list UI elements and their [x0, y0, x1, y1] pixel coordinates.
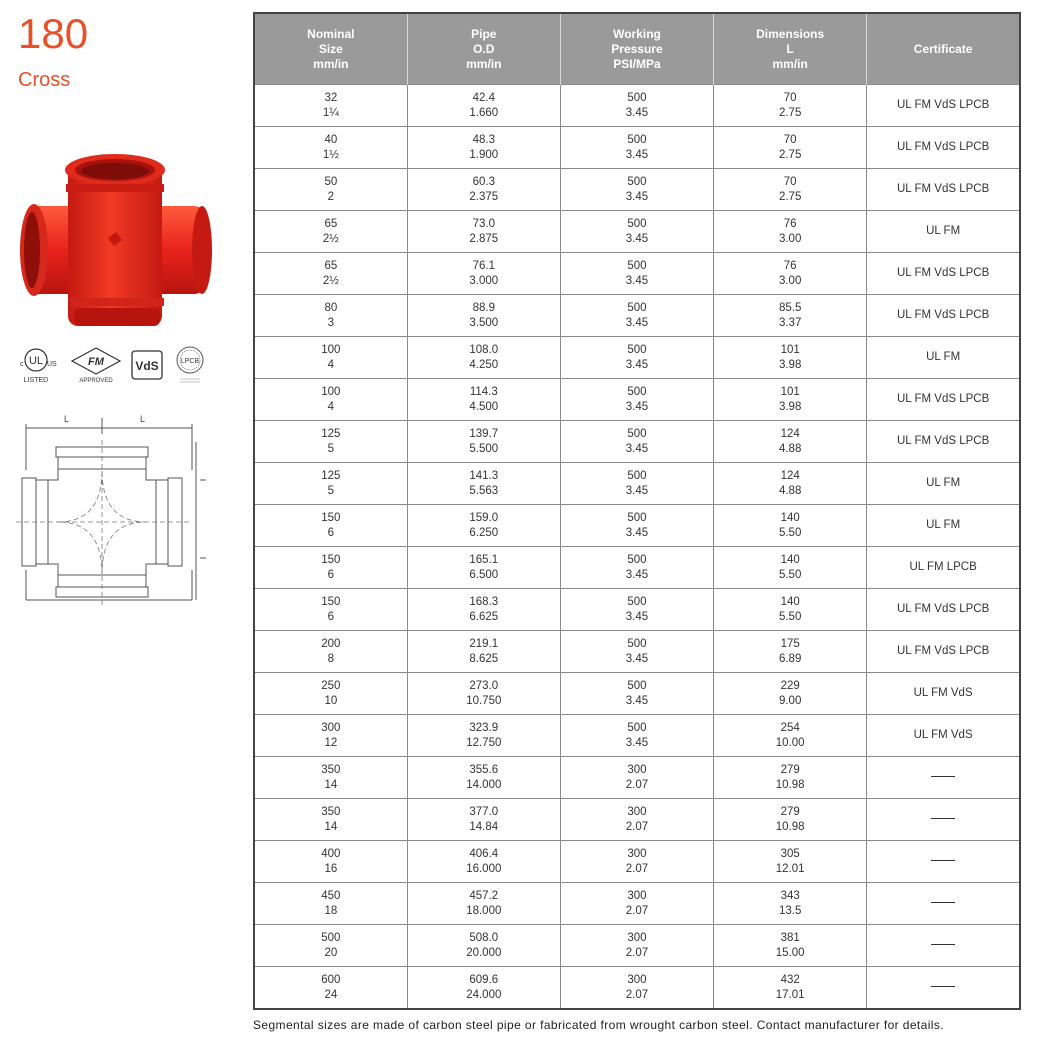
cell-working-pressure: 500 3.45	[560, 337, 713, 379]
cell-dimension-l: 305 12.01	[714, 841, 867, 883]
table-row	[254, 715, 1020, 757]
cell-nominal-size: 250 10	[254, 673, 407, 715]
cell-working-pressure: 500 3.45	[560, 715, 713, 757]
cell-nominal-size: 32 1¼	[254, 85, 407, 127]
cell-dimension-l: 140 5.50	[714, 547, 867, 589]
cell-nominal-size: 80 3	[254, 295, 407, 337]
cell-certificate: UL FM	[867, 505, 1020, 547]
cell-nominal-size: 50 2	[254, 169, 407, 211]
cell-dimension-l: 124 4.88	[714, 463, 867, 505]
svg-text:APPROVED: APPROVED	[79, 378, 113, 384]
not-certified-dash	[931, 860, 955, 861]
cell-certificate: UL FM	[867, 463, 1020, 505]
cell-dimension-l: 76 3.00	[714, 211, 867, 253]
specification-table	[253, 12, 1021, 1010]
cell-dimension-l: 279 10.98	[714, 757, 867, 799]
cell-pipe-od: 355.6 14.000	[407, 757, 560, 799]
cell-dimension-l: 254 10.00	[714, 715, 867, 757]
cell-certificate: UL FM VdS LPCB	[867, 127, 1020, 169]
fm-approved-icon	[72, 348, 120, 384]
cross-dimension-drawing	[16, 410, 220, 610]
cell-working-pressure: 500 3.45	[560, 127, 713, 169]
table-row	[254, 589, 1020, 631]
cell-pipe-od: 377.0 14.84	[407, 799, 560, 841]
cell-nominal-size: 65 2½	[254, 253, 407, 295]
cell-working-pressure: 500 3.45	[560, 253, 713, 295]
cell-working-pressure: 300 2.07	[560, 967, 713, 1010]
cell-certificate: UL FM VdS LPCB	[867, 421, 1020, 463]
cell-pipe-od: 273.0 10.750	[407, 673, 560, 715]
cell-nominal-size: 100 4	[254, 379, 407, 421]
cell-working-pressure: 300 2.07	[560, 757, 713, 799]
cell-pipe-od: 323.9 12.750	[407, 715, 560, 757]
table-header-row	[254, 13, 1020, 85]
cell-nominal-size: 150 6	[254, 589, 407, 631]
cell-nominal-size: 300 12	[254, 715, 407, 757]
cell-dimension-l: 175 6.89	[714, 631, 867, 673]
cell-pipe-od: 139.7 5.500	[407, 421, 560, 463]
cell-nominal-size: 65 2½	[254, 211, 407, 253]
cell-working-pressure: 500 3.45	[560, 547, 713, 589]
cell-certificate: UL FM VdS LPCB	[867, 169, 1020, 211]
svg-text:L: L	[64, 414, 70, 424]
cell-dimension-l: 70 2.75	[714, 85, 867, 127]
ul-listed-icon	[20, 349, 57, 384]
product-name: Cross	[18, 69, 71, 91]
cell-pipe-od: 609.6 24.000	[407, 967, 560, 1010]
cell-working-pressure: 500 3.45	[560, 589, 713, 631]
cell-pipe-od: 60.3 2.375	[407, 169, 560, 211]
cell-working-pressure: 300 2.07	[560, 925, 713, 967]
cell-certificate: UL FM	[867, 337, 1020, 379]
header-certificate: Certificate	[867, 13, 1020, 85]
cell-pipe-od: 159.0 6.250	[407, 505, 560, 547]
certification-logos	[16, 344, 216, 390]
cell-nominal-size: 125 5	[254, 421, 407, 463]
cell-pipe-od: 73.0 2.875	[407, 211, 560, 253]
not-certified-dash	[931, 818, 955, 819]
svg-text:LISTED: LISTED	[23, 377, 49, 384]
cell-pipe-od: 219.1 8.625	[407, 631, 560, 673]
header-working-pressure: Working Pressure PSI/MPa	[560, 13, 713, 85]
cell-working-pressure: 300 2.07	[560, 799, 713, 841]
table-row	[254, 337, 1020, 379]
cell-pipe-od: 114.3 4.500	[407, 379, 560, 421]
cell-dimension-l: 124 4.88	[714, 421, 867, 463]
cell-dimension-l: 101 3.98	[714, 379, 867, 421]
cell-certificate: UL FM LPCB	[867, 547, 1020, 589]
table-row	[254, 379, 1020, 421]
cell-working-pressure: 300 2.07	[560, 883, 713, 925]
cell-certificate: UL FM VdS LPCB	[867, 295, 1020, 337]
table-row	[254, 547, 1020, 589]
cell-working-pressure: 500 3.45	[560, 169, 713, 211]
table-row	[254, 85, 1020, 127]
cell-certificate: UL FM VdS LPCB	[867, 253, 1020, 295]
cell-certificate	[867, 841, 1020, 883]
cell-pipe-od: 42.4 1.660	[407, 85, 560, 127]
cell-pipe-od: 141.3 5.563	[407, 463, 560, 505]
table-row	[254, 505, 1020, 547]
table-row	[254, 799, 1020, 841]
table-row	[254, 463, 1020, 505]
cell-certificate	[867, 799, 1020, 841]
table-row	[254, 421, 1020, 463]
cell-working-pressure: 500 3.45	[560, 505, 713, 547]
cell-pipe-od: 168.3 6.625	[407, 589, 560, 631]
footnote: Segmental sizes are made of carbon steel pipe or fabricated from wrought carbon steel. Contact manufacturer for details.	[253, 1018, 944, 1032]
cell-working-pressure: 500 3.45	[560, 631, 713, 673]
cell-certificate: UL FM VdS	[867, 673, 1020, 715]
table-row	[254, 757, 1020, 799]
cell-working-pressure: 500 3.45	[560, 379, 713, 421]
table-row	[254, 967, 1020, 1010]
table-row	[254, 841, 1020, 883]
not-certified-dash	[931, 776, 955, 777]
cell-dimension-l: 140 5.50	[714, 589, 867, 631]
cell-certificate: UL FM VdS	[867, 715, 1020, 757]
cell-certificate	[867, 967, 1020, 1010]
cell-nominal-size: 150 6	[254, 505, 407, 547]
cell-nominal-size: 600 24	[254, 967, 407, 1010]
lpcb-icon	[177, 347, 203, 382]
not-certified-dash	[931, 944, 955, 945]
cell-dimension-l: 70 2.75	[714, 127, 867, 169]
not-certified-dash	[931, 986, 955, 987]
cell-certificate: UL FM VdS LPCB	[867, 85, 1020, 127]
table-row	[254, 673, 1020, 715]
svg-text:UL: UL	[28, 355, 44, 367]
cross-fitting-photo	[18, 148, 216, 338]
cell-nominal-size: 40 1½	[254, 127, 407, 169]
header-pipe-od: Pipe O.D mm/in	[407, 13, 560, 85]
cell-dimension-l: 140 5.50	[714, 505, 867, 547]
cell-pipe-od: 165.1 6.500	[407, 547, 560, 589]
cell-pipe-od: 508.0 20.000	[407, 925, 560, 967]
cell-dimension-l: 85.5 3.37	[714, 295, 867, 337]
vds-icon	[132, 351, 162, 379]
cell-nominal-size: 350 14	[254, 799, 407, 841]
cell-nominal-size: 500 20	[254, 925, 407, 967]
cell-working-pressure: 500 3.45	[560, 463, 713, 505]
svg-text:VdS: VdS	[135, 359, 159, 373]
svg-text:LPCB: LPCB	[180, 358, 200, 365]
cell-working-pressure: 500 3.45	[560, 673, 713, 715]
svg-text:c: c	[20, 361, 24, 368]
cell-nominal-size: 100 4	[254, 337, 407, 379]
cell-dimension-l: 76 3.00	[714, 253, 867, 295]
cell-working-pressure: 500 3.45	[560, 85, 713, 127]
cell-dimension-l: 432 17.01	[714, 967, 867, 1010]
cell-certificate: UL FM VdS LPCB	[867, 631, 1020, 673]
header-dimensions: Dimensions L mm/in	[714, 13, 867, 85]
table-row	[254, 925, 1020, 967]
cell-nominal-size: 450 18	[254, 883, 407, 925]
cell-dimension-l: 229 9.00	[714, 673, 867, 715]
cell-working-pressure: 500 3.45	[560, 421, 713, 463]
cell-pipe-od: 108.0 4.250	[407, 337, 560, 379]
svg-text:US: US	[47, 361, 57, 368]
cell-certificate	[867, 883, 1020, 925]
cell-pipe-od: 76.1 3.000	[407, 253, 560, 295]
cell-certificate: UL FM	[867, 211, 1020, 253]
cell-certificate	[867, 925, 1020, 967]
table-row	[254, 883, 1020, 925]
cell-working-pressure: 500 3.45	[560, 211, 713, 253]
cell-dimension-l: 343 13.5	[714, 883, 867, 925]
table-row	[254, 253, 1020, 295]
cell-working-pressure: 500 3.45	[560, 295, 713, 337]
cell-certificate: UL FM VdS LPCB	[867, 589, 1020, 631]
cell-nominal-size: 125 5	[254, 463, 407, 505]
cell-dimension-l: 381 15.00	[714, 925, 867, 967]
svg-text:L: L	[140, 414, 146, 424]
cell-nominal-size: 350 14	[254, 757, 407, 799]
product-model-number: 180	[18, 10, 89, 57]
cell-dimension-l: 279 10.98	[714, 799, 867, 841]
header-nominal-size: Nominal Size mm/in	[254, 13, 407, 85]
cell-certificate	[867, 757, 1020, 799]
cell-dimension-l: 70 2.75	[714, 169, 867, 211]
table-row	[254, 631, 1020, 673]
cell-nominal-size: 400 16	[254, 841, 407, 883]
table-row	[254, 295, 1020, 337]
svg-text:FM: FM	[88, 356, 104, 368]
cell-pipe-od: 88.9 3.500	[407, 295, 560, 337]
table-row	[254, 211, 1020, 253]
cell-nominal-size: 150 6	[254, 547, 407, 589]
table-row	[254, 169, 1020, 211]
not-certified-dash	[931, 902, 955, 903]
cell-pipe-od: 406.4 16.000	[407, 841, 560, 883]
cell-certificate: UL FM VdS LPCB	[867, 379, 1020, 421]
table-row	[254, 127, 1020, 169]
cell-pipe-od: 48.3 1.900	[407, 127, 560, 169]
cell-working-pressure: 300 2.07	[560, 841, 713, 883]
cell-pipe-od: 457.2 18.000	[407, 883, 560, 925]
cell-nominal-size: 200 8	[254, 631, 407, 673]
cell-dimension-l: 101 3.98	[714, 337, 867, 379]
